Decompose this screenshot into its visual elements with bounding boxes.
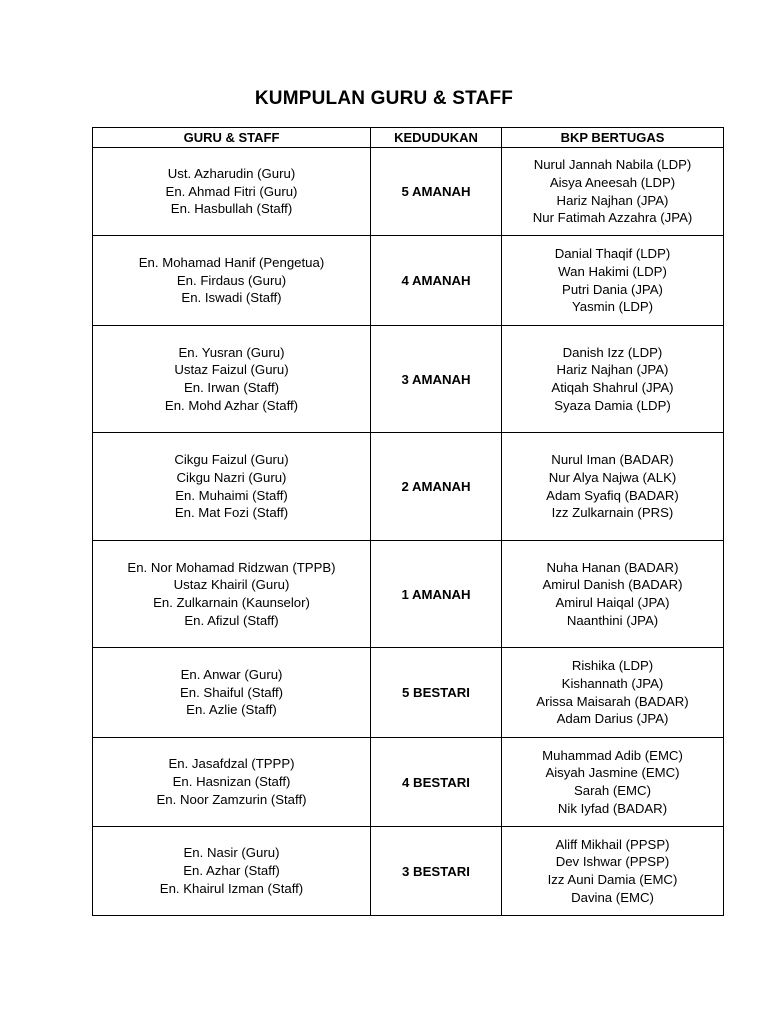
bkp-name: Putri Dania (JPA)	[562, 281, 663, 297]
bkp-name: Nur Alya Najwa (ALK)	[548, 469, 677, 485]
bkp-cell	[502, 148, 724, 236]
bkp-name: Yasmin (LDP)	[571, 299, 654, 315]
table-row	[93, 738, 724, 827]
bkp-cell	[502, 827, 724, 916]
staff-cell	[93, 326, 371, 433]
page-title: KUMPULAN GURU & STAFF	[254, 88, 514, 109]
table-row	[93, 433, 724, 541]
bkp-cell	[502, 738, 724, 827]
bkp-cell-lines	[502, 657, 723, 728]
staff-cell-lines	[93, 451, 370, 522]
staff-cell-lines	[93, 254, 370, 307]
staff-name: En. Nasir (Guru)	[183, 845, 280, 861]
staff-name: En. Muhaimi (Staff)	[175, 487, 288, 503]
staff-name: En. Nor Mohamad Ridzwan (TPPB)	[127, 559, 336, 575]
staff-cell-lines	[93, 666, 370, 719]
bkp-name: Aliff Mikhail (PPSP)	[555, 836, 670, 852]
table-row	[93, 827, 724, 916]
bkp-cell	[502, 326, 724, 433]
bkp-name: Hariz Najhan (JPA)	[556, 192, 669, 208]
staff-name: En. Irwan (Staff)	[183, 380, 280, 395]
table-row	[93, 648, 724, 738]
staff-table	[92, 127, 724, 916]
table-row	[93, 148, 724, 236]
bkp-cell-lines	[502, 245, 723, 316]
bkp-name: Izz Zulkarnain (PRS)	[551, 505, 674, 521]
bkp-cell	[502, 648, 724, 738]
bkp-cell-lines	[502, 156, 723, 227]
table-body	[93, 148, 724, 916]
table-row	[93, 236, 724, 326]
staff-cell-lines	[93, 559, 370, 630]
position-cell: 3 AMANAH	[371, 326, 502, 433]
staff-name: Ust. Azharudin (Guru)	[167, 165, 296, 181]
staff-cell	[93, 541, 371, 648]
bkp-cell	[502, 433, 724, 541]
staff-name: En. Azlie (Staff)	[186, 702, 277, 718]
staff-cell-lines	[93, 755, 370, 808]
bkp-name: Nurul Jannah Nabila (LDP)	[533, 157, 692, 173]
position-cell: 4 AMANAH	[371, 236, 502, 326]
bkp-cell-lines	[502, 344, 723, 415]
bkp-name: Wan Hakimi (LDP)	[558, 263, 667, 279]
bkp-name: Syaza Damia (LDP)	[554, 397, 671, 413]
staff-name: En. Mohd Azhar (Staff)	[164, 397, 299, 413]
position-cell: 3 BESTARI	[371, 827, 502, 916]
bkp-name: Hariz Najhan (JPA)	[556, 362, 669, 378]
bkp-name: Danish Izz (LDP)	[562, 344, 663, 360]
staff-name: En. Zulkarnain (Kaunselor)	[153, 595, 310, 610]
header-guru-staff: GURU & STAFF	[93, 128, 371, 148]
staff-name: En. Shaiful (Staff)	[179, 684, 284, 700]
position-cell: 1 AMANAH	[371, 541, 502, 648]
bkp-name: Nik Iyfad (BADAR)	[557, 800, 668, 816]
bkp-name: Aisya Aneesah (LDP)	[549, 174, 676, 190]
staff-cell	[93, 648, 371, 738]
bkp-name: Izz Auni Damia (EMC)	[547, 872, 678, 887]
bkp-name: Naanthini (JPA)	[566, 612, 659, 628]
bkp-name: Rishika (LDP)	[571, 658, 654, 674]
staff-cell	[93, 236, 371, 326]
staff-name: En. Iswadi (Staff)	[181, 290, 282, 306]
staff-name: Ustaz Faizul (Guru)	[174, 362, 289, 378]
bkp-name: Aisyah Jasmine (EMC)	[545, 765, 680, 781]
staff-name: En. Jasafdzal (TPPP)	[168, 756, 295, 772]
bkp-name: Danial Thaqif (LDP)	[554, 246, 671, 262]
staff-name: Cikgu Faizul (Guru)	[174, 452, 289, 468]
bkp-name: Dev Ishwar (PPSP)	[555, 854, 670, 870]
bkp-name: Atiqah Shahrul (JPA)	[551, 380, 674, 395]
bkp-cell-lines	[502, 559, 723, 630]
bkp-name: Muhammad Adib (EMC)	[542, 747, 683, 763]
bkp-name: Nuha Hanan (BADAR)	[546, 559, 679, 575]
bkp-name: Nur Fatimah Azzahra (JPA)	[532, 210, 693, 226]
staff-name: En. Azhar (Staff)	[183, 863, 280, 879]
position-cell: 5 AMANAH	[371, 148, 502, 236]
header-bkp-bertugas: BKP BERTUGAS	[502, 128, 724, 148]
table-header-row	[93, 128, 724, 148]
bkp-name: Arissa Maisarah (BADAR)	[536, 693, 689, 709]
bkp-name: Sarah (EMC)	[574, 783, 651, 798]
bkp-name: Kishannath (JPA)	[561, 675, 664, 691]
table-row	[93, 326, 724, 433]
position-cell: 2 AMANAH	[371, 433, 502, 541]
bkp-cell	[502, 236, 724, 326]
bkp-cell	[502, 541, 724, 648]
bkp-name: Amirul Haiqal (JPA)	[555, 595, 670, 610]
staff-name: En. Noor Zamzurin (Staff)	[156, 791, 307, 807]
staff-cell-lines	[93, 344, 370, 415]
staff-name: En. Khairul Izman (Staff)	[159, 880, 304, 896]
staff-cell-lines	[93, 165, 370, 218]
table-row	[93, 541, 724, 648]
staff-name: En. Yusran (Guru)	[178, 344, 285, 360]
staff-cell	[93, 433, 371, 541]
position-cell: 5 BESTARI	[371, 648, 502, 738]
staff-name: En. Hasbullah (Staff)	[170, 201, 293, 217]
bkp-cell-lines	[502, 836, 723, 907]
staff-cell	[93, 738, 371, 827]
staff-cell	[93, 827, 371, 916]
staff-name: En. Firdaus (Guru)	[176, 272, 287, 288]
bkp-name: Amirul Danish (BADAR)	[542, 577, 683, 593]
staff-cell-lines	[93, 844, 370, 897]
staff-name: Ustaz Khairil (Guru)	[173, 577, 290, 593]
staff-name: En. Mat Fozi (Staff)	[174, 505, 289, 521]
staff-name: En. Ahmad Fitri (Guru)	[165, 183, 298, 199]
bkp-cell-lines	[502, 747, 723, 818]
bkp-name: Davina (EMC)	[571, 889, 654, 905]
bkp-name: Adam Darius (JPA)	[556, 711, 669, 727]
staff-name: Cikgu Nazri (Guru)	[176, 469, 287, 485]
bkp-cell-lines	[502, 451, 723, 522]
staff-name: En. Afizul (Staff)	[184, 612, 279, 628]
staff-name: En. Anwar (Guru)	[180, 666, 283, 682]
header-kedudukan: KEDUDUKAN	[371, 128, 502, 148]
bkp-name: Nurul Iman (BADAR)	[551, 452, 674, 468]
staff-name: En. Hasnizan (Staff)	[172, 774, 291, 790]
staff-cell	[93, 148, 371, 236]
bkp-name: Adam Syafiq (BADAR)	[546, 487, 679, 503]
position-cell: 4 BESTARI	[371, 738, 502, 827]
staff-name: En. Mohamad Hanif (Pengetua)	[138, 254, 325, 270]
